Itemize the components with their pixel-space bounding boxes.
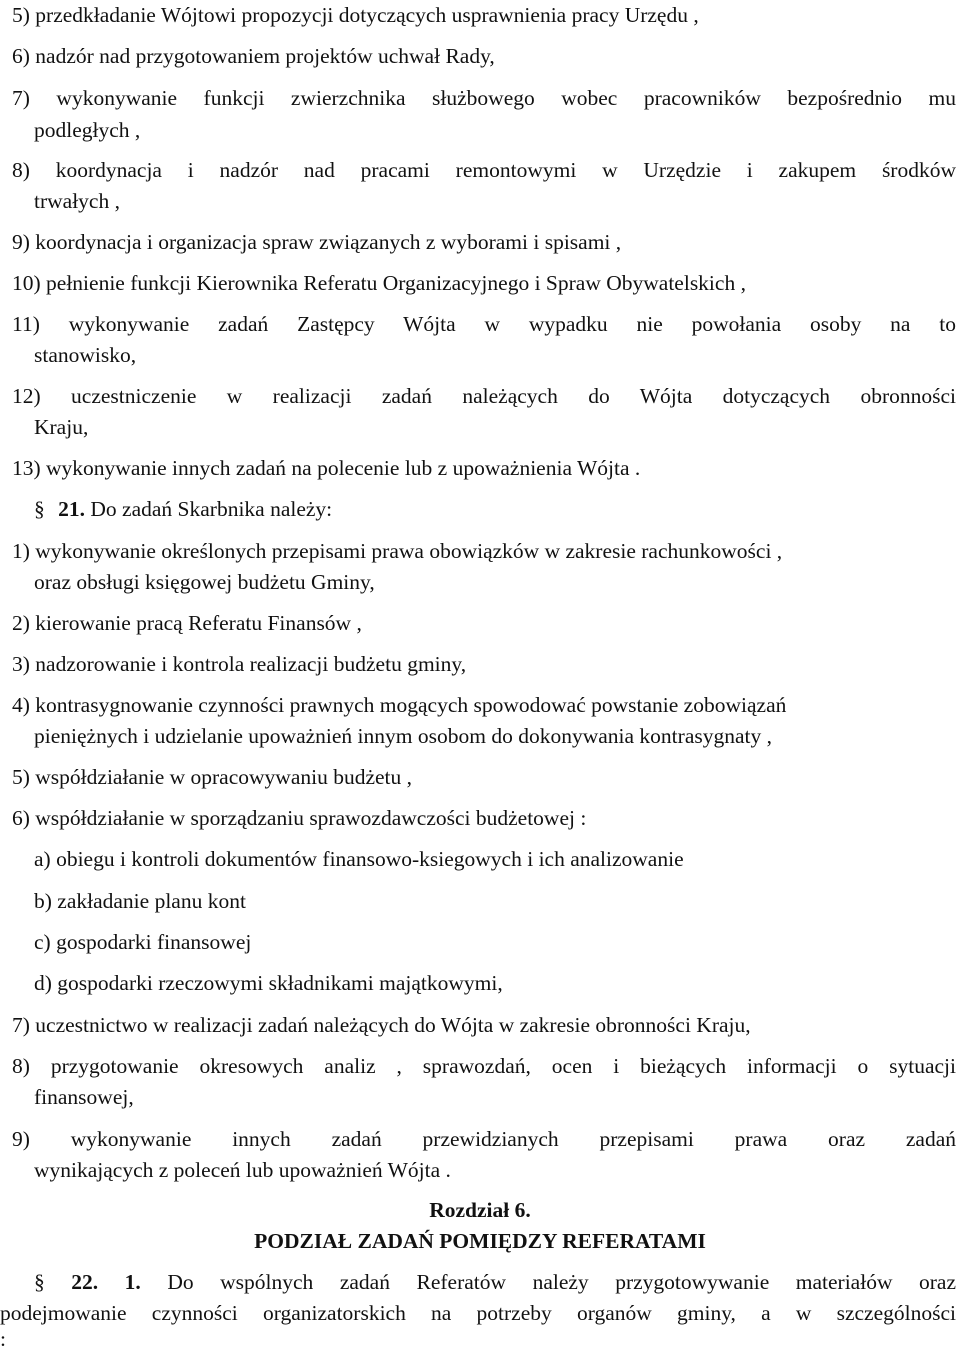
text-line: 1) wykonywanie określonych przepisami prawa obowiązków w zakresie rachunkowości , [12, 539, 783, 563]
text-line: podejmowanie czynności organizatorskich na potrzeby organów gminy, a w szczególności [0, 1301, 956, 1325]
paragraph-heading [34, 496, 332, 522]
text-line: 4) kontrasygnowanie czynności prawnych mogących spowodować powstanie zobowiązań [12, 693, 787, 717]
text-line: 3) nadzorowanie i kontrola realizacji budżetu gminy, [12, 652, 467, 676]
paragraph-text: Do wspólnych zadań Referatów należy przygotowywanie materiałów oraz [167, 1270, 956, 1294]
text-line: 11) wykonywanie zadań Zastępcy Wójta w wypadku nie powołania osoby na to [12, 312, 956, 336]
paragraph-number: 21. [58, 497, 85, 521]
chapter-subtitle: PODZIAŁ ZADAŃ POMIĘDZY REFERATAMI [254, 1229, 706, 1253]
text-line: pieniężnych i udzielanie upoważnień innym osobom do dokonywania kontrasygnaty , [34, 724, 772, 748]
paragraph-number: 22. 1. [71, 1270, 141, 1294]
text-line: 8) koordynacja i nadzór nad pracami remontowymi w Urzędzie i zakupem środków [12, 158, 956, 182]
paragraph-heading [34, 1269, 956, 1295]
text-line: c) gospodarki finansowej [34, 930, 252, 954]
text-line: : [0, 1327, 6, 1351]
text-line: 10) pełnienie funkcji Kierownika Referatu Organizacyjnego i Spraw Obywatelskich , [12, 271, 746, 295]
text-line: a) obiegu i kontroli dokumentów finansowo-ksiegowych i ich analizowanie [34, 847, 684, 871]
text-line: 9) koordynacja i organizacja spraw związanych z wyborami i spisami , [12, 230, 622, 254]
text-line: finansowej, [34, 1085, 134, 1109]
section-sign: § [34, 497, 45, 521]
text-line: 8) przygotowanie okresowych analiz , sprawozdań, ocen i bieżących informacji o sytuacji [12, 1054, 956, 1078]
text-line: trwałych , [34, 189, 120, 213]
text-line: d) gospodarki rzeczowymi składnikami majątkowymi, [34, 971, 503, 995]
text-line: 7) uczestnictwo w realizacji zadań należących do Wójta w zakresie obronności Kraju, [12, 1013, 751, 1037]
text-line: oraz obsługi księgowej budżetu Gminy, [34, 570, 375, 594]
text-line: 5) współdziałanie w opracowywaniu budżetu , [12, 765, 413, 789]
text-line: 6) nadzór nad przygotowaniem projektów uchwał Rady, [12, 44, 495, 68]
text-line: b) zakładanie planu kont [34, 889, 246, 913]
text-line: 13) wykonywanie innych zadań na polecenie lub z upoważnienia Wójta . [12, 456, 641, 480]
paragraph-text: Do zadań Skarbnika należy: [90, 497, 333, 521]
text-line: 2) kierowanie pracą Referatu Finansów , [12, 611, 362, 635]
text-line: Kraju, [34, 415, 89, 439]
text-line: wynikających z poleceń lub upoważnień Wójta . [34, 1158, 451, 1182]
chapter-title: Rozdział 6. [429, 1198, 531, 1222]
section-sign: § [34, 1270, 45, 1294]
text-line: stanowisko, [34, 343, 137, 367]
text-line: 5) przedkładanie Wójtowi propozycji dotyczących usprawnienia pracy Urzędu , [12, 3, 699, 27]
text-line: 7) wykonywanie funkcji zwierzchnika służbowego wobec pracowników bezpośrednio mu [12, 86, 956, 110]
text-line: 6) współdziałanie w sporządzaniu sprawozdawczości budżetowej : [12, 806, 587, 830]
text-line: 9) wykonywanie innych zadań przewidzianych przepisami prawa oraz zadań [12, 1127, 956, 1151]
text-line: 12) uczestniczenie w realizacji zadań należących do Wójta dotyczących obronności [12, 384, 956, 408]
text-line: podległych , [34, 118, 141, 142]
